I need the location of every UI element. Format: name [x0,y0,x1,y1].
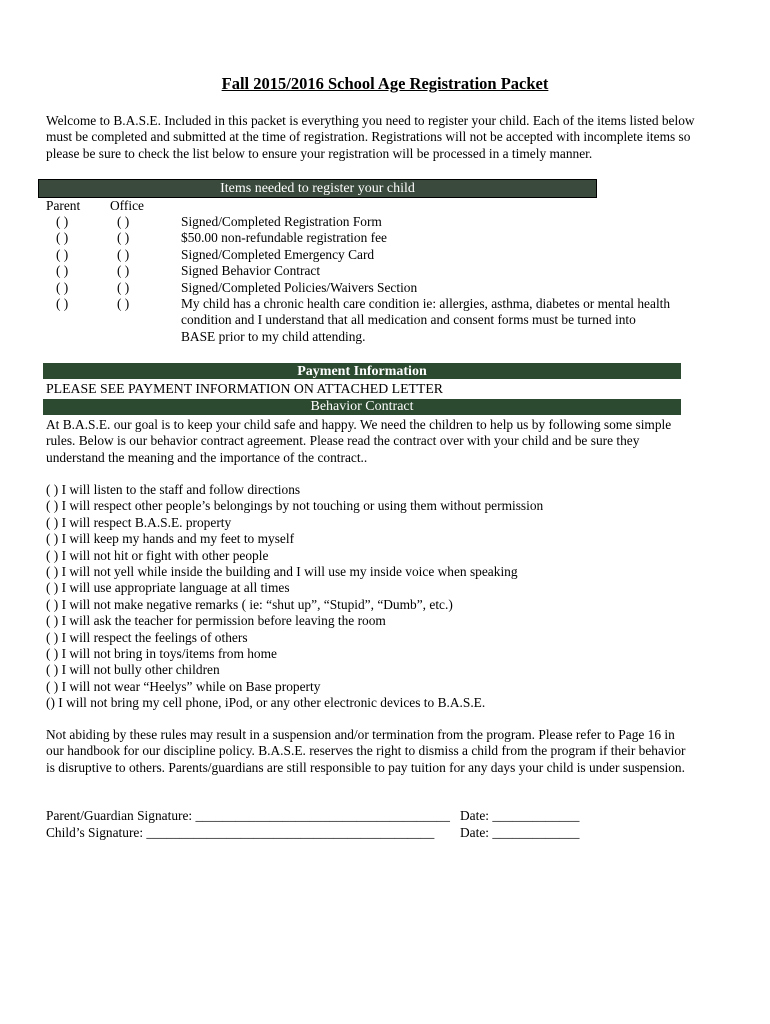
rule-item[interactable]: ( ) I will not bring in toys/items from home [46,646,277,662]
checklist-row [0,230,770,246]
child-signature-field[interactable]: Child’s Signature: ___________________________________________ [46,825,435,840]
payment-header-bar: Payment Information [43,363,681,379]
parent-checkbox[interactable]: ( ) [56,214,69,229]
checklist-item: Signed/Completed Emergency Card [181,246,375,262]
payment-note: PLEASE SEE PAYMENT INFORMATION ON ATTACHED LETTER [46,381,443,396]
checklist-item: My child has a chronic health care condition ie: allergies, asthma, diabetes or mental health condition and I understand that all medication and consent forms must be turned into BASE prior to my child attending. [181,296,671,344]
office-checkbox[interactable]: ( ) [117,296,130,312]
closing-paragraph: Not abiding by these rules may result in a suspension and/or termination from the program. Please refer to Page 16 in our handbook for our discipline policy. B.A.S.E. reserves the right to dismiss a child from the program if their behavior is disruptive to others. Parents/guardians are still responsible to pay tuition for any days your child is under suspension. [46,727,686,775]
rule-item[interactable]: () I will not bring my cell phone, iPod, or any other electronic devices to B.A.S.E. [46,695,486,711]
office-checkbox[interactable]: ( ) [117,214,130,229]
checklist-item: Signed/Completed Registration Form [181,214,382,229]
behavior-intro: At B.A.S.E. our goal is to keep your child safe and happy. We need the children to help us by following some simple rules. Below is our behavior contract agreement. Please read the contract over with your child and be sure they understand the meaning and the importance of the contract.. [46,417,672,465]
behavior-rules-list [46,482,726,712]
rule-item[interactable]: ( ) I will not hit or fight with other people [46,547,269,563]
rule-item[interactable]: ( ) I will respect the feelings of others [46,629,248,645]
items-header-bar: Items needed to register your child [38,179,597,198]
parent-signature-line [46,808,580,824]
parent-checkbox[interactable]: ( ) [56,263,69,279]
checklist-item: Signed Behavior Contract [181,263,321,279]
intro-paragraph: Welcome to B.A.S.E. Included in this packet is everything you need to register your child. Each of the items listed below must be completed and submitted at the time of registration. Registrations will not be accepted with incomplete items so please be sure to check the list below to ensure your registration will be processed in a timely manner. [46,113,695,161]
rule-item[interactable]: ( ) I will respect other people’s belongings by not touching or using them without permission [46,498,544,514]
parent-date-field[interactable]: Date: _____________ [460,808,580,823]
office-checkbox[interactable]: ( ) [117,279,130,295]
parent-checkbox[interactable]: ( ) [56,279,69,295]
rule-item[interactable]: ( ) I will ask the teacher for permission before leaving the room [46,613,386,629]
registration-checklist [0,214,770,345]
rule-item[interactable]: ( ) I will use appropriate language at all times [46,580,290,596]
rule-item[interactable]: ( ) I will respect B.A.S.E. property [46,514,232,530]
rule-item[interactable]: ( ) I will not wear “Heelys” while on Base property [46,678,321,694]
checklist-row [0,263,770,279]
checklist-item: Signed/Completed Policies/Waivers Section [181,279,418,295]
office-column-header: Office [110,198,144,213]
checklist-row [0,296,770,345]
child-signature-line [46,825,580,841]
behavior-header-bar: Behavior Contract [43,399,681,415]
office-checkbox[interactable]: ( ) [117,246,130,262]
parent-checkbox[interactable]: ( ) [56,296,69,312]
office-checkbox[interactable]: ( ) [117,230,130,246]
checklist-row [0,280,770,296]
parent-column-header: Parent [46,198,81,213]
rule-item[interactable]: ( ) I will not make negative remarks ( ie: “shut up”, “Stupid”, “Dumb”, etc.) [46,596,453,612]
rule-item[interactable]: ( ) I will not yell while inside the building and I will use my inside voice when speaking [46,564,518,580]
checklist-item: $50.00 non-refundable registration fee [181,230,387,246]
checklist-row [0,247,770,263]
parent-signature-field[interactable]: Parent/Guardian Signature: ______________________________________ [46,808,450,823]
parent-checkbox[interactable]: ( ) [56,230,69,246]
office-checkbox[interactable]: ( ) [117,263,130,279]
rule-item[interactable]: ( ) I will not bully other children [46,662,220,678]
parent-checkbox[interactable]: ( ) [56,246,69,262]
checklist-row [0,214,770,230]
child-date-field[interactable]: Date: _____________ [460,825,580,840]
rule-item[interactable]: ( ) I will keep my hands and my feet to myself [46,531,295,547]
rule-item[interactable]: ( ) I will listen to the staff and follow directions [46,482,301,497]
page-title: Fall 2015/2016 School Age Registration Packet [221,74,549,93]
